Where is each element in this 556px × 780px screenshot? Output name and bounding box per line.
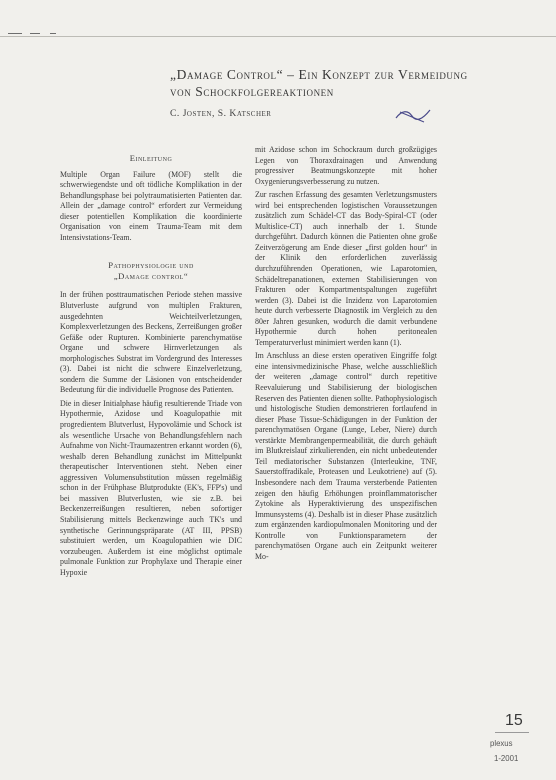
body-paragraph: Zur raschen Erfassung des gesamten Verletzungsmusters wird bei entsprechenden logistischen Voraussetzungen zusätzlich zum Schädel-CT das Body-Spiral-CT (oder Multislice-CT) auch innerhalb der 1. Stunde durchgeführt. Dadurch können die Patienten ohne große Zeitverzögerung am Ende dieser „first golden hour“ in der Klinik den erforderlichen zuverlässig durchzuführenden Operationen, wie Laparotomien, Schädeltrepanationen, externen Stabilisierungen von Frakturen oder Kompartmentspaltungen zugeführt werden (3). Dabei ist die Inzidenz von Laparotomien heute durch verbesserte Diagnostik im Vergleich zu den 80er Jahren gesunken, wodurch die damit verbundene Hypothermie durch hohen peritonealen Temperaturverlust minimiert werden kann (1).: [255, 190, 437, 347]
header-mark: [30, 33, 40, 34]
journal-name: plexus: [490, 739, 513, 748]
header-rule: [0, 36, 556, 37]
article-title-line-1: „Damage Control“ – Ein Konzept zur Vermeidung: [170, 67, 468, 82]
journal-issue: 1-2001: [494, 754, 519, 763]
article-header: [170, 66, 550, 119]
intro-paragraph: Multiple Organ Failure (MOF) stellt die schwerwiegendste und oft tödliche Komplikation in der Behandlungsphase bei polytraumatisierten Patienten dar. Allein der „damage control“ erfordert zur Vermeidung dieser potentiellen Komplikation die koordinierte Organisation von einem Trauma-Team mit dem Intensivstations-Team.: [60, 169, 242, 242]
body-paragraph: Im Anschluss an diese ersten operativen Eingriffe folgt eine intensivmedizinische Phase, welche ausschließlich der weiteren „damage control“ durch repetitive Reevaluierung und Stabilisierung der biologischen Reserven des Patienten dienen sollte. Pathophysiologisch und histologische Studien demonstrieren fortlaufend in dieser Phase Tissue-Schädigungen in der Funktion der parenchymatösen Organe (Lunge, Leber, Niere) durch verstärkte Membrangenpermeabilität, die durch gehäuft im Blutkreislauf zirkulierenden, ein nicht unbedeutender Teil mediatorischer Substanzen (Interleukine, TNF, Sauerstoffradikale, Proteasen und Leukotriene) auf (5). Insbesondere nach dem Trauma versterbende Patienten zeigen den häufig Erhöhungen proinflammatorischer Zytokine als Hyperaktivierung des unspezifischen Immunsystems (4). Deshalb ist in dieser Phase zusätzlich zum ergänzenden kardiopulmonalen Monitoring und der Kontrolle von Funktionsparametern der parenchymatösen Organe auch ein Zeitpunkt weiterer Mo-: [255, 351, 437, 561]
header-mark: [50, 33, 56, 34]
body-paragraph: mit Azidose schon im Schockraum durch großzügiges Legen von Thoraxdrainagen und Anwendung progressiver Beatmungskonzepte mit hoher Oxygenierungsverbesserung zu nutzen.: [255, 145, 437, 186]
article-title-line-2: von Schockfolgereaktionen: [170, 84, 334, 99]
footer-rule: [495, 732, 529, 733]
right-column: [255, 145, 437, 565]
page-number: 15: [505, 712, 523, 729]
header-mark: [8, 33, 22, 34]
left-column: [60, 145, 242, 581]
body-paragraph: In der frühen posttraumatischen Periode stehen massive Blutverluste aufgrund von multiplen Frakturen, ausgedehnten Weichteilverletzungen, Komplexverletzungen des Beckens, Zerreißungen großer Gefäße oder Rupturen. Kombinierte parenchymatöse Organe und schwere Hirnverletzungen als morphologisches Substrat im Vordergrund des Interesses (3). Dabei ist nicht die schwere Einzelverletzung, sondern die Summe der Läsionen von entscheidender Bedeutung für die individuelle Prognose des Patienten.: [60, 290, 242, 395]
section-heading-damage-control: „Damage control“: [113, 270, 189, 281]
signature-mark: [394, 106, 434, 124]
section-heading-introduction: Einleitung: [129, 153, 173, 163]
section-heading-pathophysiology: Pathophysiologie und: [108, 260, 194, 271]
body-paragraph: Die in dieser Initialphase häufig resultierende Triade von Hypothermie, Azidose und Koagulopathie mit progredientem Blutverlust, Hypovolämie und Schock ist als wesentliche Ursache von Behandlungsfehlern nach Aufnahme von Nicht-Traumazentren erkannt worden (6), weshalb deren Behandlung zunächst im Mittelpunkt therapeutischer Interventionen steht. Neben einer aggressiven Volumensubstitution müssen regelmäßig schon in der Frühphase Blutprodukte (EK's, FFP's) und bei massiven Blutverlusten, wie sie z.B. bei Beckenzerreißungen resultieren, neben sofortiger Stabilisierung mittels Beckenzwinge auch TK's und synthetische Gerinnungspräparate (AT III, PPSB) substituiert werden, um Koagulopathien wie DIC vorzubeugen. Außerdem ist eine möglichst optimale pulmonale Funktion zur Prophylaxe und Therapie einer Hypoxie: [60, 398, 242, 577]
article-authors: C. Josten, S. Katscher: [170, 108, 272, 119]
